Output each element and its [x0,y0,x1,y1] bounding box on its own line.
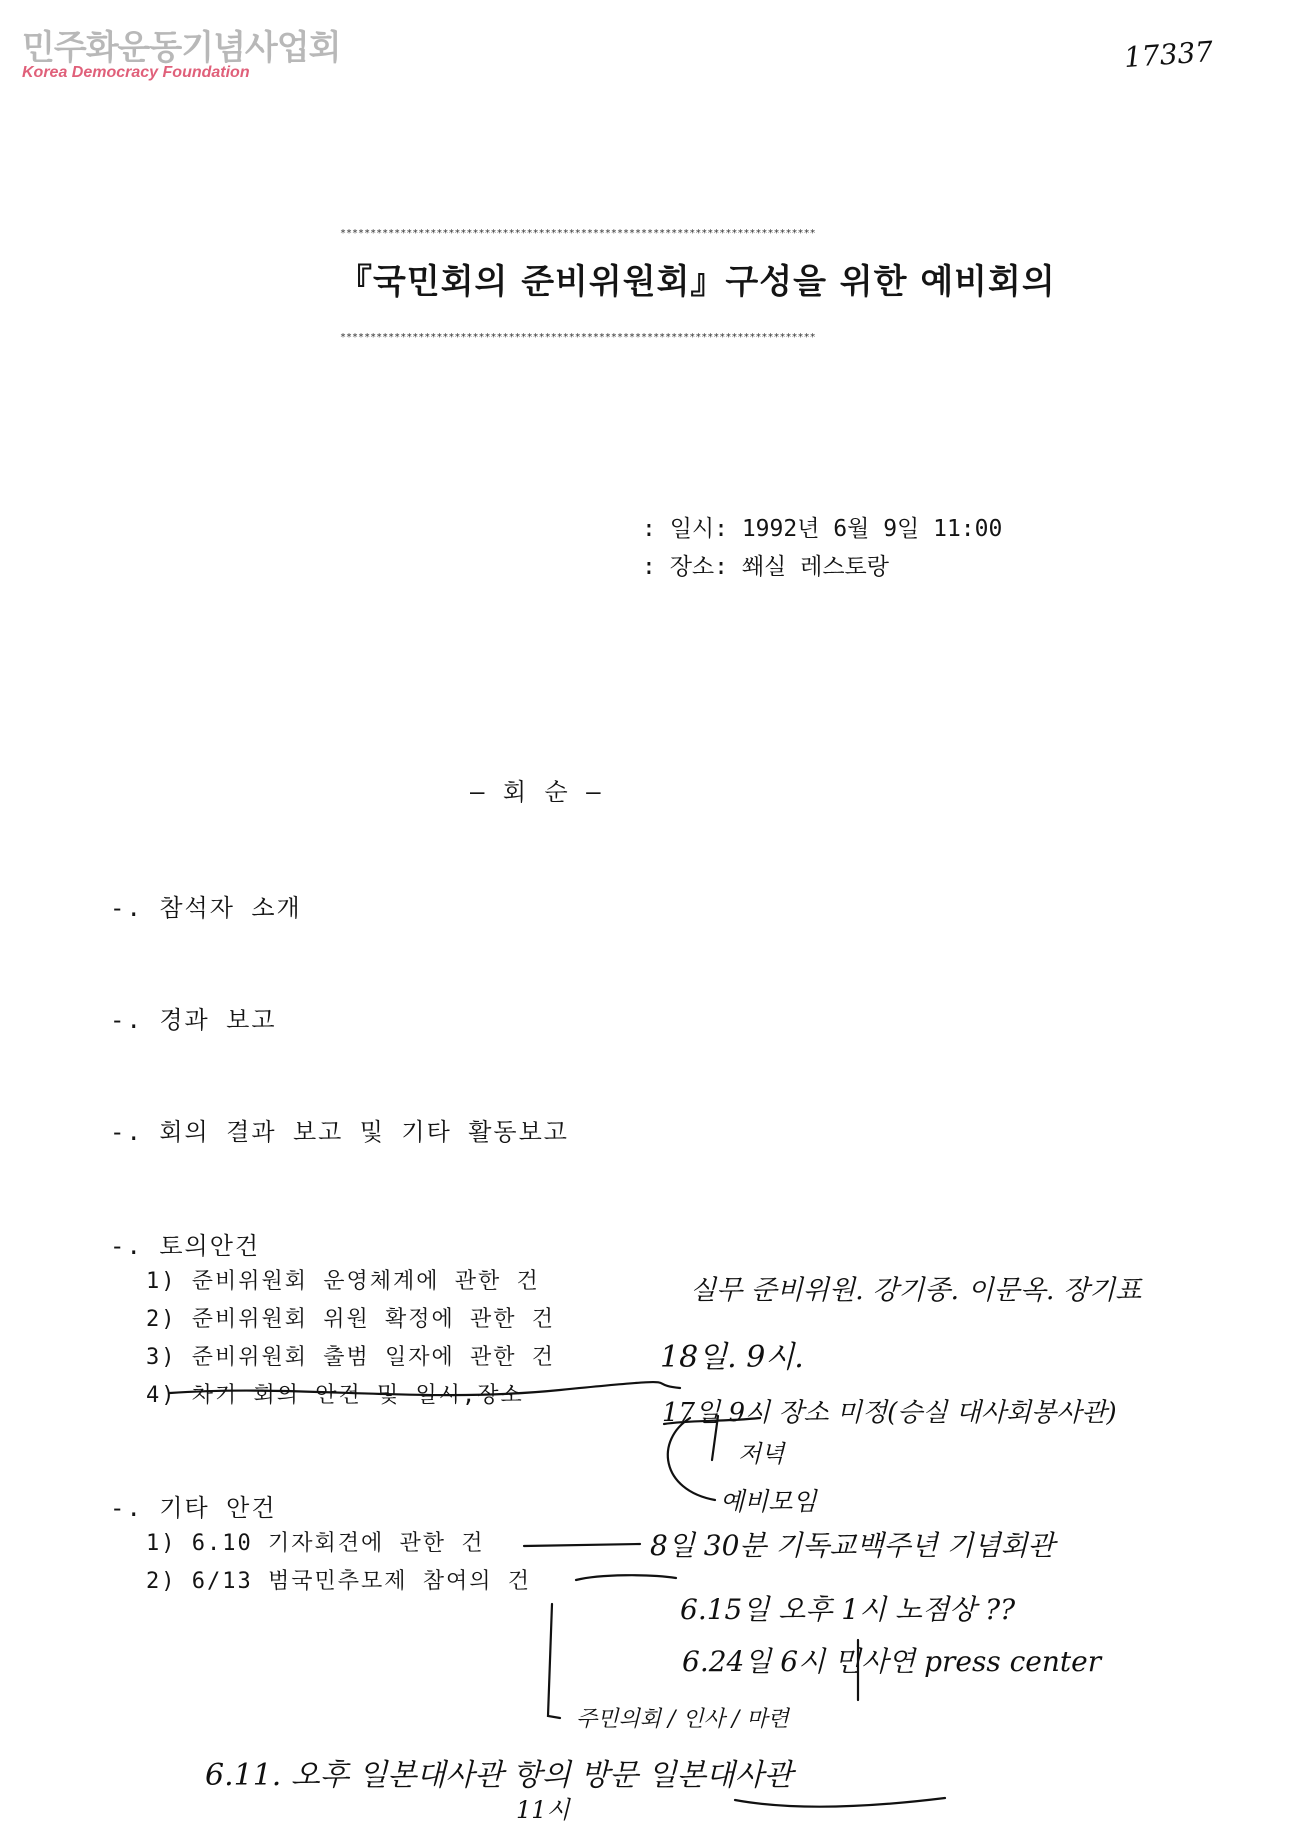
other-item: 1) 6.10 기자회견에 관한 건 [146,1531,485,1556]
logo-english: Korea Democracy Foundation [22,64,250,81]
underline-stroke [664,1418,760,1424]
handwritten-note: 예비모임 [720,1487,817,1516]
handwritten-note: 실무 준비위원. 강기종. 이문옥. 장기표 [690,1275,1142,1306]
handwritten-note: 6.24일 6시 민사연 press center [682,1645,1102,1678]
bracket-stroke [668,1418,715,1500]
agenda-intro: -. 참석자 소개 [110,894,302,922]
strikethrough-stroke [170,1382,680,1395]
other-heading: -. 기타 안건 [110,1494,277,1522]
discussion-heading: -. 토의안건 [110,1232,261,1260]
handwritten-note: 6.11. 오후 일본대사관 항의 방문 일본대사관 [205,1758,793,1793]
handwritten-note: 주민의회 / 인사 / 마련 [576,1707,789,1732]
order-heading: — 회 순 — [470,778,603,806]
connector-line [524,1544,640,1546]
connector-line [576,1575,676,1580]
underline-stroke [735,1798,945,1807]
handwritten-note: 18일. 9시. [660,1340,804,1375]
bracket-stroke [712,1416,718,1460]
logo-korean: 민주화운동기념사업회 [22,28,341,68]
agenda-results: -. 회의 결과 보고 및 기타 활동보고 [110,1118,569,1146]
other-item: 2) 6/13 범국민추모제 참여의 건 [146,1569,531,1594]
discussion-item-struck: 4) 차기 회의 안건 및 일시,장소 [146,1383,524,1408]
handwritten-note: 6.15일 오후 1시 노점상 ?? [680,1593,1016,1626]
agenda-progress: -. 경과 보고 [110,1006,277,1034]
document-title: 『국민회의 준비위원회』구성을 위한 예비회의 [338,262,1056,302]
handwritten-note: 저녁 [738,1440,785,1468]
document-number: 17337 [1122,34,1215,75]
discussion-item: 1) 준비위원회 운영체계에 관한 건 [146,1269,540,1294]
bracket-stroke [548,1604,560,1718]
handwritten-note: 11시 [516,1796,570,1824]
discussion-item: 2) 준비위원회 위원 확정에 관한 건 [146,1307,555,1332]
meeting-datetime: : 일시: 1992년 6월 9일 11:00 [642,516,1003,542]
handwritten-note: 8일 30분 기독교백주년 기념회관 [650,1529,1055,1562]
title-top-border: ******************************************************************************* [340,228,816,239]
discussion-item: 3) 준비위원회 출범 일자에 관한 건 [146,1345,555,1370]
title-bottom-border: ******************************************************************************* [340,332,816,343]
handwritten-note: 17일 9시 장소 미정(승실 대사회봉사관) [662,1398,1117,1428]
meeting-place: : 장소: 쐐실 레스토랑 [642,554,889,580]
